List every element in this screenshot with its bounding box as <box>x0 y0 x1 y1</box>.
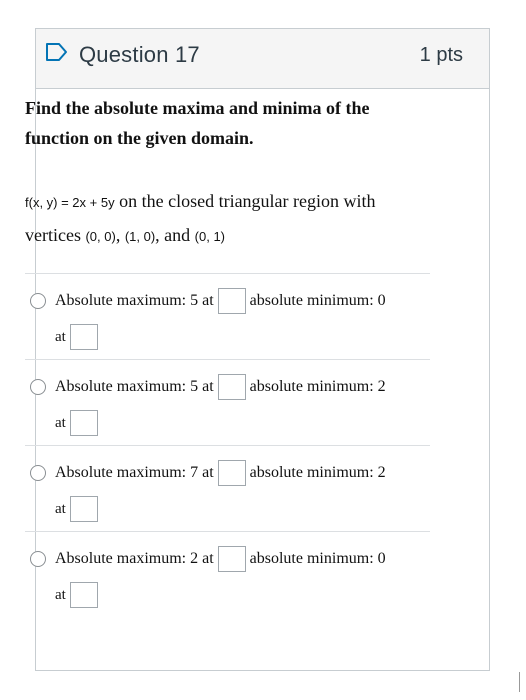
max-point-blank <box>218 374 246 400</box>
answer-choice[interactable] <box>25 445 430 531</box>
max-point-blank <box>218 288 246 314</box>
choice-min-label: absolute minimum: 2 <box>249 378 386 395</box>
answer-choice[interactable] <box>25 273 430 359</box>
choice-max-label: Absolute maximum: 7 at <box>55 464 214 481</box>
choice-at-label: at <box>55 414 66 431</box>
radio-button[interactable] <box>30 551 46 567</box>
problem-statement <box>25 185 435 253</box>
choice-at-label: at <box>55 328 66 345</box>
choice-max-label: Absolute maximum: 5 at <box>55 292 214 309</box>
vertex-3: (0, 1) <box>194 229 225 244</box>
flag-icon[interactable] <box>45 42 69 62</box>
choice-min-label: absolute minimum: 2 <box>249 464 386 481</box>
max-point-blank <box>218 460 246 486</box>
choice-max-label: Absolute maximum: 5 at <box>55 378 214 395</box>
min-point-blank <box>70 324 98 350</box>
radio-button[interactable] <box>30 465 46 481</box>
answer-choice[interactable] <box>25 531 430 617</box>
choice-min-label: absolute minimum: 0 <box>249 292 386 309</box>
vertex-1: (0, 0) <box>85 229 116 244</box>
choice-at-label: at <box>55 500 66 517</box>
problem-text: on the closed triangular region with vertices <box>25 191 376 245</box>
vertex-separator: , <box>115 225 125 245</box>
vertex-2: (1, 0) <box>124 229 156 244</box>
answer-choices <box>25 273 430 617</box>
scroll-edge-line <box>519 672 520 692</box>
question-instructions: Find the absolute maxima and minima of the function on the given domain. <box>25 98 370 148</box>
radio-button[interactable] <box>30 379 46 395</box>
vertex-separator: , and <box>155 225 195 245</box>
choice-max-label: Absolute maximum: 2 at <box>55 550 214 567</box>
min-point-blank <box>70 496 98 522</box>
function-expression: f(x, y) = 2x + 5y <box>25 195 115 210</box>
question-title: Question 17 <box>79 42 200 67</box>
choice-at-label: at <box>55 586 66 603</box>
choice-min-label: absolute minimum: 0 <box>249 550 386 567</box>
min-point-blank <box>70 410 98 436</box>
question-points: 1 pts <box>419 44 463 66</box>
min-point-blank <box>70 582 98 608</box>
radio-button[interactable] <box>30 293 46 309</box>
max-point-blank <box>218 546 246 572</box>
question-header <box>36 29 489 89</box>
answer-choice[interactable] <box>25 359 430 445</box>
